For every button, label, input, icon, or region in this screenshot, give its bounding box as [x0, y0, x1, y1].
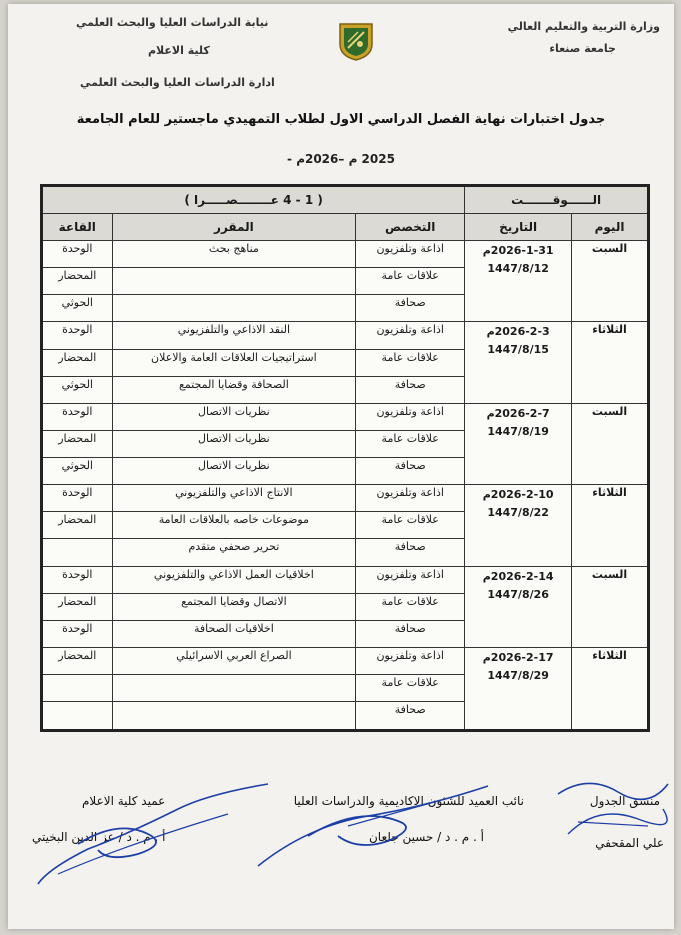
exam-date	[465, 241, 572, 322]
exam-date	[465, 322, 572, 403]
specialization: علاقات عامة	[356, 593, 465, 620]
exam-date	[465, 403, 572, 484]
course-name: نظريات الاتصال	[112, 403, 356, 430]
course-name: نظريات الاتصال	[112, 458, 356, 485]
course-name: النقد الاذاعي والتلفزيوني	[112, 322, 356, 349]
hijri-date: 1447/8/12	[487, 262, 549, 275]
col-header-day: اليوم	[572, 214, 649, 241]
course-name: اخلاقيات الصحافة	[112, 620, 356, 647]
exam-day: السبت	[572, 241, 649, 322]
gregorian-date: 2026-2-17م	[482, 650, 554, 664]
ministry-name: وزارة التربية والتعليم العالي	[507, 20, 660, 33]
hijri-date: 1447/8/19	[487, 424, 549, 438]
specialization: علاقات عامة	[356, 268, 465, 295]
specialization: صحافة	[356, 458, 465, 485]
exam-hall: الوحدة	[42, 566, 113, 593]
specialization: علاقات عامة	[356, 512, 465, 539]
col-header-spec: التخصص	[356, 214, 465, 241]
specialization: اذاعة وتلفزيون	[356, 566, 465, 593]
specialization: اذاعة وتلفزيون	[356, 322, 465, 349]
vice-dean-title: نائب العميد للشئون الاكاديمية والدراسات العليا	[293, 794, 524, 808]
exam-hall: الوحدة	[42, 403, 113, 430]
specialization: علاقات عامة	[356, 430, 465, 457]
table-row	[42, 566, 649, 593]
hijri-date: 1447/8/15	[487, 343, 549, 357]
hijri-date: 1447/8/29	[487, 668, 549, 682]
dean-title: عميد كلية الاعلام	[82, 794, 166, 808]
specialization: صحافة	[356, 620, 465, 647]
exam-hall: الوحدة	[42, 241, 113, 268]
course-name: الاتصال وقضايا المجتمع	[112, 593, 356, 620]
department-name: ادارة الدراسات العليا والبحث العلمي	[80, 76, 275, 89]
exam-hall: المحضار	[42, 430, 113, 457]
exam-hall: الحوثي	[42, 458, 113, 485]
table-row	[42, 403, 649, 430]
course-name	[112, 268, 356, 295]
course-name: موضوعات خاصه بالعلاقات العامة	[112, 512, 356, 539]
exam-hall: الحوثي	[42, 376, 113, 403]
table-row	[42, 241, 649, 268]
exam-day: الثلاثاء	[572, 322, 649, 403]
exam-hall: المحضار	[42, 349, 113, 376]
table-row	[42, 322, 649, 349]
course-name: اخلاقيات العمل الاذاعي والتلفزيوني	[112, 566, 356, 593]
exam-hall: المحضار	[42, 647, 113, 674]
vice-dean-signature-icon	[248, 766, 498, 876]
university-name: جامعة صنعاء	[549, 42, 616, 55]
specialization: صحافة	[356, 539, 465, 566]
specialization: علاقات عامة	[356, 349, 465, 376]
gregorian-date: 2026-2-7م	[486, 406, 550, 420]
deanship-name: نيابة الدراسات العليا والبحث العلمي	[76, 16, 269, 29]
exam-hall: المحضار	[42, 512, 113, 539]
course-name: نظريات الاتصال	[112, 430, 356, 457]
exam-hall	[42, 702, 113, 731]
exam-hall: الوحدة	[42, 322, 113, 349]
specialization: اذاعة وتلفزيون	[356, 403, 465, 430]
course-name: الصحافة وقضايا المجتمع	[112, 376, 356, 403]
table-row	[42, 485, 649, 512]
document-title: جدول اختبارات نهاية الفصل الدراسي الاول لطلاب التمهيدي ماجستير للعام الجامعة	[76, 112, 606, 127]
col-header-course: المقرر	[112, 214, 356, 241]
specialization: صحافة	[356, 295, 465, 322]
col-header-date: التاريخ	[465, 214, 572, 241]
specialization: صحافة	[356, 376, 465, 403]
academic-year: 2025 م –2026م -	[287, 152, 395, 166]
university-logo-icon	[336, 20, 376, 62]
specialization: اذاعة وتلفزيون	[356, 485, 465, 512]
exam-date	[465, 485, 572, 566]
exam-day: الثلاثاء	[572, 485, 649, 566]
exam-hall: الحوثي	[42, 295, 113, 322]
course-name	[112, 295, 356, 322]
exam-schedule-table	[40, 184, 650, 732]
specialization: اذاعة وتلفزيون	[356, 647, 465, 674]
exam-day: السبت	[572, 566, 649, 647]
exam-day: السبت	[572, 403, 649, 484]
gregorian-date: 2026-2-14م	[482, 569, 554, 583]
exam-date	[465, 566, 572, 647]
period-header: ( 1 - 4 عــــــــصـــــرا )	[42, 186, 465, 214]
gregorian-date: 2026-1-31م	[482, 244, 554, 257]
vice-dean-name: أ . م . د / حسين جلعان	[368, 830, 484, 844]
gregorian-date: 2026-2-10م	[482, 488, 554, 502]
coordinator-name: علي المقحفي	[595, 836, 664, 850]
specialization: اذاعة وتلفزيون	[356, 241, 465, 268]
specialization: علاقات عامة	[356, 675, 465, 702]
exam-hall: الوحدة	[42, 485, 113, 512]
exam-hall	[42, 675, 113, 702]
gregorian-date: 2026-2-3م	[486, 325, 550, 339]
time-header: الــــــوقـــــــت	[465, 186, 649, 214]
table-row	[42, 647, 649, 674]
document-page	[8, 4, 674, 929]
course-name: مناهج بحث	[112, 241, 356, 268]
course-name: تحرير صحفي متقدم	[112, 539, 356, 566]
col-header-hall: القاعة	[42, 214, 113, 241]
coordinator-title: منسق الجدول	[589, 794, 660, 808]
course-name: الانتاج الاذاعي والتلفزيوني	[112, 485, 356, 512]
exam-day: الثلاثاء	[572, 647, 649, 730]
hijri-date: 1447/8/26	[487, 587, 549, 601]
faculty-name: كلية الاعلام	[148, 44, 210, 57]
course-name	[112, 702, 356, 731]
exam-date	[465, 647, 572, 730]
course-name	[112, 675, 356, 702]
dean-name: أ . م . د / عز الدين البخيتي	[32, 830, 166, 844]
exam-hall: الوحدة	[42, 620, 113, 647]
exam-hall	[42, 539, 113, 566]
schedule-body	[42, 241, 649, 731]
specialization: صحافة	[356, 702, 465, 731]
exam-hall: المحضار	[42, 268, 113, 295]
hijri-date: 1447/8/22	[487, 506, 549, 520]
course-name: استراتيجيات العلاقات العامة والاعلان	[112, 349, 356, 376]
course-name: الصراع العربي الاسرائيلي	[112, 647, 356, 674]
exam-hall: المحضار	[42, 593, 113, 620]
